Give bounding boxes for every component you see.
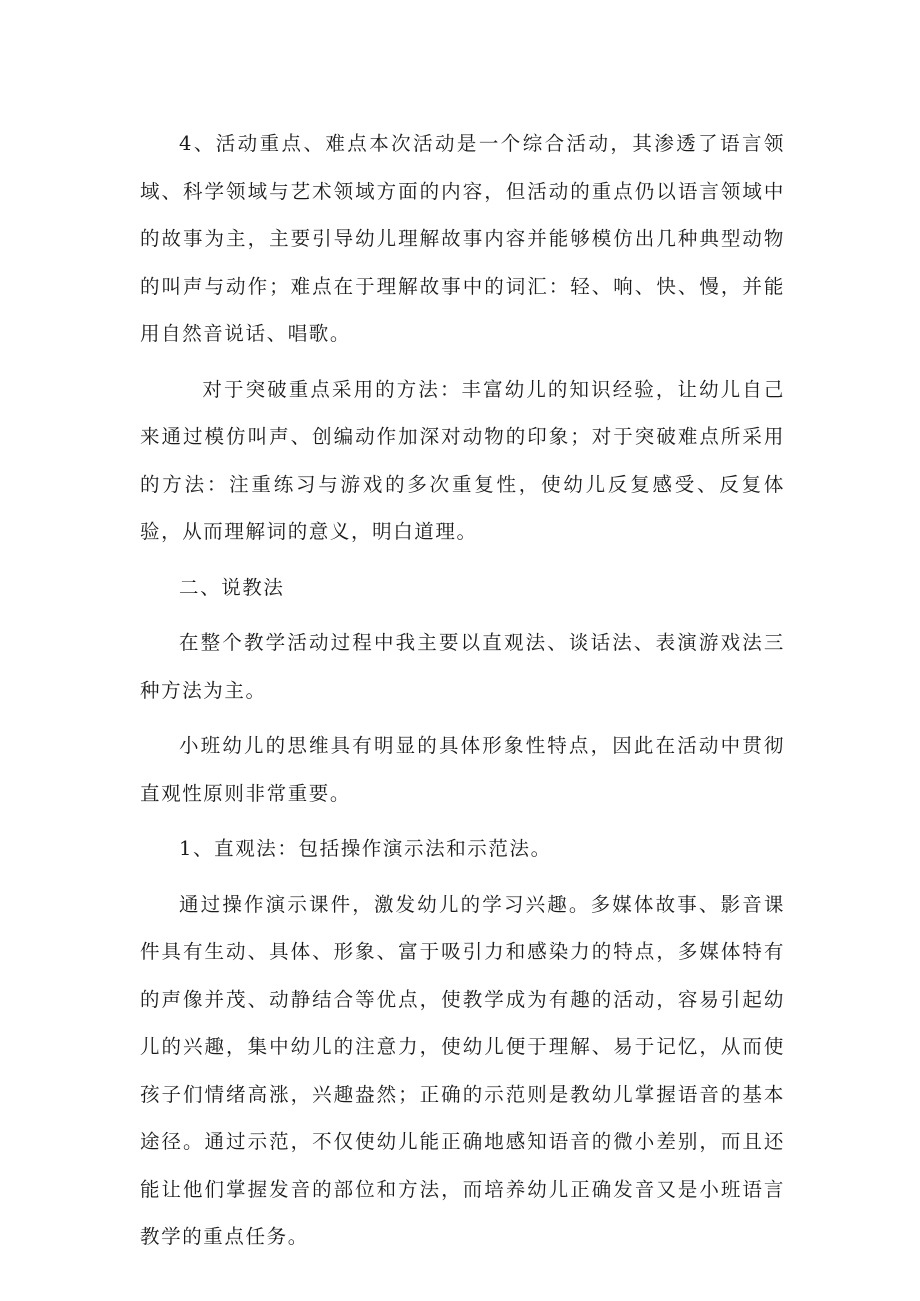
paragraph-gap	[140, 556, 785, 564]
paragraph-key-points: 4、活动重点、难点本次活动是一个综合活动，其渗透了语言领域、科学领域与艺术领域方面的内容，但活动的重点仍以语言领域中的故事为主，主要引导幼儿理解故事内容并能够模仿出几种典型动物的叫声与动作；难点在于理解故事中的词汇：轻、响、快、慢，并能用自然音说话、唱歌。	[140, 132, 785, 345]
paragraph-gap	[140, 873, 785, 881]
section-heading-teaching-methods: 二、说教法	[179, 575, 285, 599]
paragraph-demonstration: 通过操作演示课件，激发幼儿的学习兴趣。多媒体故事、影音课件具有生动、具体、形象、富于吸引力和感染力的特点，多媒体特有的声像并茂、动静结合等优点，使教学成为有趣的活动，容易引起幼儿的兴趣，集中幼儿的注意力，使幼儿便于理解、易于记忆，从而使孩子们情绪高涨，兴趣盎然；正确的示范则是教幼儿掌握语音的基本途径。通过示范，不仅使幼儿能正确地感知语音的微小差别，而且还能让他们掌握发音的部位和方法，而培养幼儿正确发音又是小班语言教学的重点任务。	[140, 892, 785, 1248]
document-page	[140, 120, 785, 1261]
paragraph-gap	[140, 611, 785, 619]
paragraph-gap	[140, 714, 785, 722]
paragraph-gap	[140, 358, 785, 366]
subheading-intuitive-method: 1、直观法：包括操作演示法和示范法。	[179, 837, 552, 860]
paragraph-method-overview: 在整个教学活动过程中我主要以直观法、谈话法、表演游戏法三种方法为主。	[140, 631, 785, 702]
paragraph-gap	[140, 817, 785, 825]
paragraph-methods: 对于突破重点采用的方法：丰富幼儿的知识经验，让幼儿自己来通过模仿叫声、创编动作加深对动物的印象；对于突破难点所采用的方法：注重练习与游戏的多次重复性，使幼儿反复感受、反复体验，从而理解词的意义，明白道理。	[140, 377, 785, 543]
paragraph-child-thinking: 小班幼儿的思维具有明显的具体形象性特点，因此在活动中贯彻直观性原则非常重要。	[140, 734, 785, 805]
